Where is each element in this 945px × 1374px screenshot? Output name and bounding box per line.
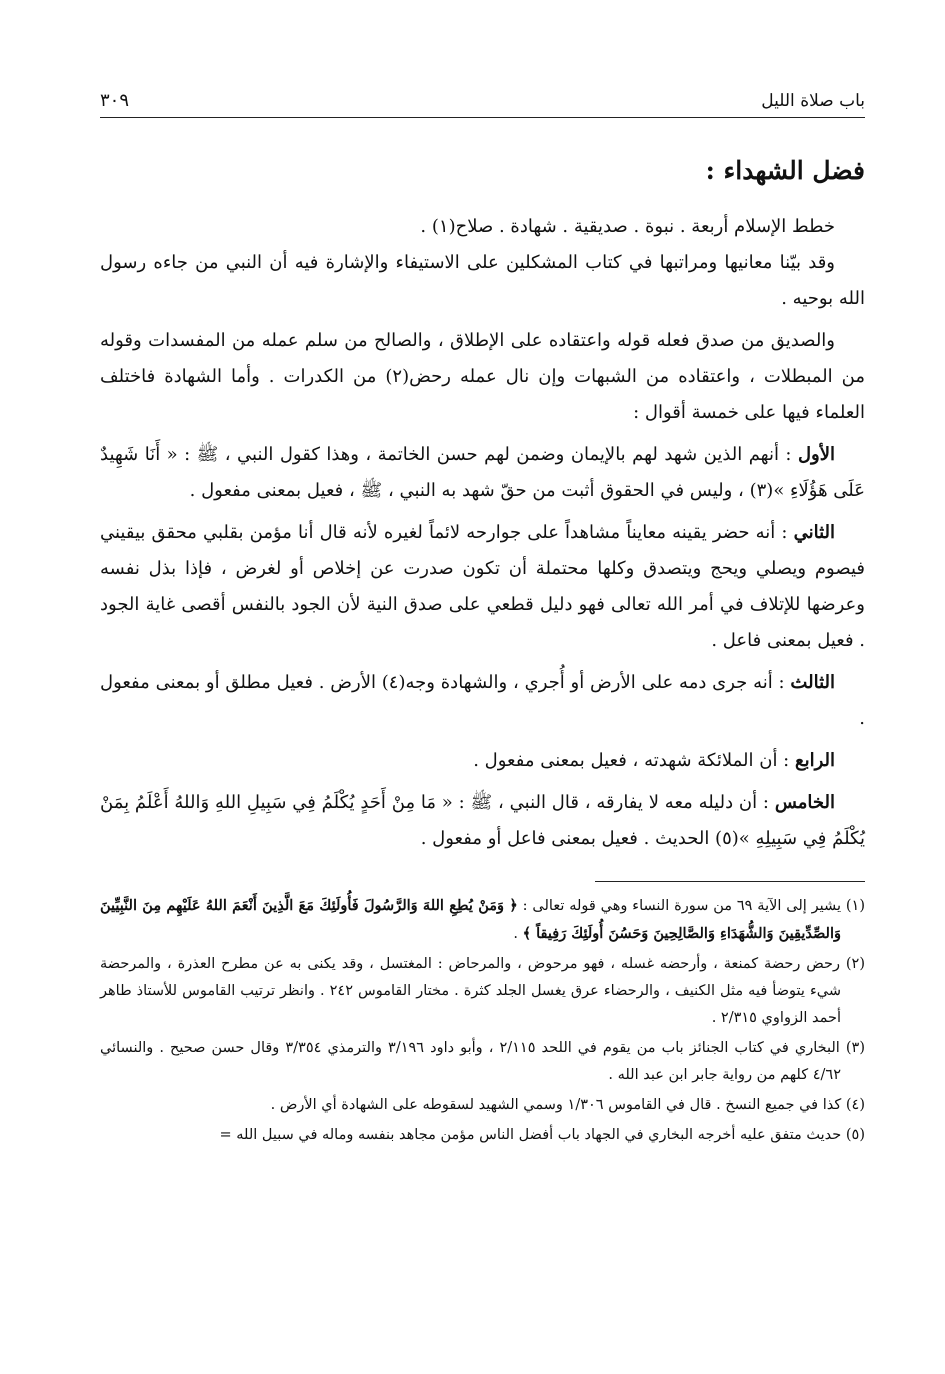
- opinion-label: الخامس: [774, 792, 835, 813]
- opinion-paragraph: [100, 665, 865, 737]
- opinion-label: الثالث: [790, 672, 835, 693]
- opinion-paragraph: [100, 437, 865, 509]
- paragraph-text: : أنه جرى دمه على الأرض أو أُجري ، والشهادة وجه(٤) الأرض . فعيل مطلق أو بمعنى مفعول .: [100, 672, 865, 729]
- opinion-paragraph: [100, 515, 865, 659]
- footnote: [100, 1122, 865, 1149]
- running-header: [100, 90, 865, 118]
- footnote: [100, 1092, 865, 1119]
- section-heading: فضل الشهداء :: [705, 156, 865, 185]
- footnote-text: (٤) كذا في جميع النسخ . قال في القاموس ١/٣٠٦ وسمي الشهيد لسقوطه على الشهادة أي الأرض .: [270, 1097, 865, 1113]
- footnote-text: (٥) حديث متفق عليه أخرجه البخاري في الجهاد باب أفضل الناس مؤمن مجاهد بنفسه وماله في سبيل الله =: [219, 1127, 865, 1143]
- chapter-title: باب صلاة الليل: [761, 91, 865, 111]
- footnote: [100, 951, 865, 1032]
- book-page: [100, 90, 865, 1152]
- footnote-text: (١) يشير إلى الآية ٦٩ من سورة النساء وهي قوله تعالى :: [522, 898, 865, 914]
- opinion-label: الأول: [797, 444, 835, 465]
- main-text: [100, 209, 865, 857]
- paragraph: [100, 323, 865, 431]
- footnote-text: (٢) رحض رحضة كمنعة ، وأرحضه غسله ، فهو مرحوض ، والمرحاض : المغتسل ، وقد يكنى به عن مطرح العذرة ، والمرحضة شيء يتوضأ فيه مثل الكنيف ، والرحضاء عرق يغسل الجلد كثرة . مختار القاموس ٢٤٢ . وانظر ترتيب القاموس للأستاذ طاهر أحمد الزواوي ٢/٣١٥ .: [100, 956, 865, 1026]
- footnote: [100, 1035, 865, 1089]
- footnotes: [100, 892, 865, 1149]
- quran-verse: ﴿ وَمَنْ يُطِعِ اللهَ وَالرَّسُولَ فَأُولَئِكَ مَعَ الَّذِينَ أَنْعَمَ اللهُ عَلَيْهِم مِنَ النَّبِيِّينَ وَالصِّدِّيقِينَ وَالشُّهَدَاءِ وَالصَّالِحِينَ وَحَسُنَ أُولَئِكَ رَفِيقاً ﴾: [100, 897, 841, 942]
- paragraph-text: : أن الملائكة شهدته ، فعيل بمعنى مفعول .: [473, 750, 790, 771]
- opinion-label: الثاني: [793, 522, 835, 543]
- paragraph-text: : أنه حضر يقينه معايناً مشاهداً على جوارحه لائماً لغيره لأنه قال أنا مؤمن بقلبي محقق بيقيني فيصوم ويصلي ويحج ويتصدق وكلها محتملة أن تكون صدرت عن إخلاص أو لغرض ، فإذا بذل نفسه وعرضها للإتلاف في أمر الله تعالى فهو دليل قطعي على صدق النية لأن الجود بالنفس أقصى غاية الجود . فعيل بمعنى فاعل .: [100, 522, 865, 651]
- paragraph: [100, 245, 865, 317]
- paragraph-text: وقد بيّنا معانيها ومراتبها في كتاب المشكلين على الاستيفاء والإشارة فيه أن النبي من جاءه رسول الله بوحيه .: [100, 252, 865, 309]
- footnote: [100, 892, 865, 948]
- opinion-label: الرابع: [794, 750, 835, 771]
- paragraph-text: : أنهم الذين شهد لهم بالإيمان وضمن لهم حسن الخاتمة ، وهذا كقول النبي ، ﷺ : « أَنَا شَهِيدٌ عَلَى هَؤُلَاءِ »(٣) ، وليس في الحقوق أثبت من حقّ شهد به النبي ، ﷺ ، فعيل بمعنى مفعول .: [100, 444, 865, 501]
- footnote-tail: .: [513, 926, 518, 942]
- page-number: ٣٠٩: [100, 90, 130, 111]
- paragraph-text: والصديق من صدق فعله قوله واعتقاده على الإطلاق ، والصالح من سلم عمله من المفسدات وقوله من المبطلات ، واعتقاده من الشبهات وإن نال عمله رحض(٢) من الكدرات . وأما الشهادة فاختلف العلماء فيها على خمسة أقوال :: [100, 330, 865, 423]
- paragraph-text: : أن دليله معه لا يفارقه ، قال النبي ، ﷺ : « مَا مِنْ أَحَدٍ يُكْلَمُ فِي سَبِيلِ اللهِ وَاللهُ أَعْلَمُ بِمَنْ يُكْلَمُ فِي سَبِيلِهِ »(٥) الحديث . فعيل بمعنى فاعل أو مفعول .: [100, 792, 865, 849]
- footnote-separator: [595, 881, 865, 882]
- opinion-paragraph: [100, 743, 865, 779]
- opinion-paragraph: [100, 785, 865, 857]
- paragraph: [100, 209, 865, 245]
- paragraph-text: خطط الإسلام أربعة . نبوة . صديقية . شهادة . صلاح(١) .: [420, 216, 835, 237]
- footnote-text: (٣) البخاري في كتاب الجنائز باب من يقوم في اللحد ٢/١١٥ ، وأبو داود ٣/١٩٦ والترمذي ٣/٣٥٤ وقال حسن صحيح . والنسائي ٤/٦٢ كلهم من رواية جابر ابن عبد الله .: [100, 1040, 865, 1083]
